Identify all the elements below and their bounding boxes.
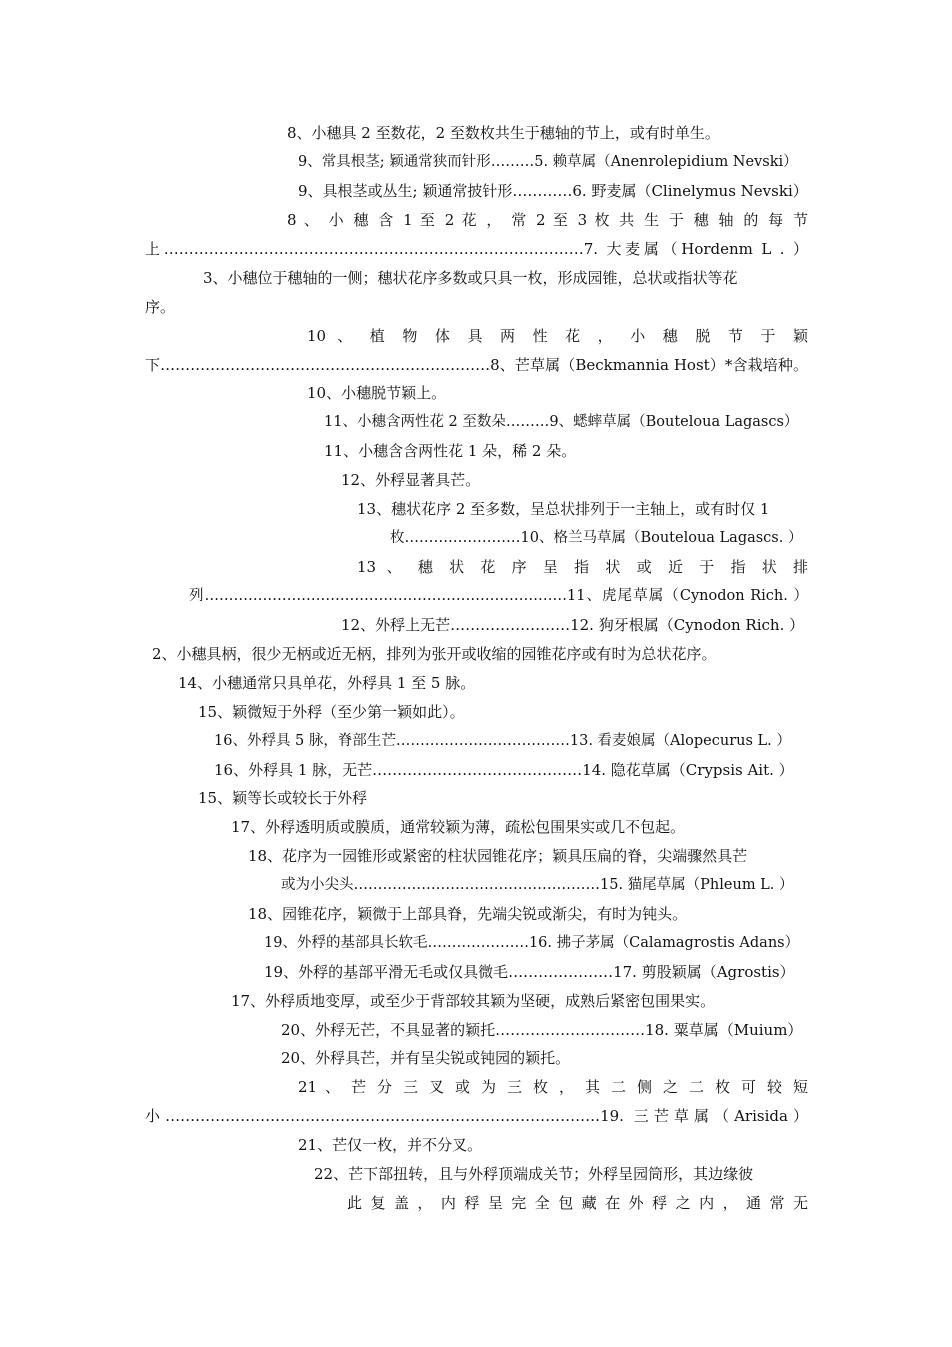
- key-line: 16、外稃具 1 脉，无芒……………………………………14. 隐花草属（Crypsis Ait. ）: [214, 761, 794, 779]
- key-line: 19、外稃的基部平滑无毛或仅具微毛…………………17. 剪股颖属（Agrostis）: [264, 963, 795, 981]
- key-line: 此 复 盖 ， 内 稃 呈 完 全 包 藏 在 外 稃 之 内 ， 通 常 无: [347, 1194, 808, 1212]
- key-line: 小……………………………………………………………………………19. 三芒草属（Arisida）: [145, 1107, 808, 1125]
- key-line: 18、园锥花序，颖微于上部具脊，先端尖锐或渐尖，有时为钝头。: [248, 905, 688, 923]
- key-line: 上…………………………………………………………………………7. 大麦属（Hordenm L . ）: [145, 240, 808, 258]
- key-line: 11、小穗含含两性花 1 朵，稀 2 朵。: [324, 442, 577, 460]
- key-line: 2、小穗具柄，很少无柄或近无柄，排列为张开或收缩的园锥花序或有时为总状花序。: [152, 645, 717, 663]
- key-line: 序。: [145, 298, 176, 316]
- key-line: 20、外稃无芒，不具显著的颖托…………………………18. 粟草属（Muium）: [281, 1021, 803, 1039]
- key-line: 13、穗状花序 2 至多数，呈总状排列于一主轴上，或有时仅 1: [357, 500, 770, 518]
- key-line: 12、外稃显著具芒。: [341, 471, 481, 489]
- key-line: 21、芒仅一枚，并不分叉。: [298, 1136, 483, 1154]
- key-line: 9、常具根茎; 颖通常狭而针形………5. 赖草属（Anenrolepidium Nevski）: [298, 154, 798, 170]
- key-line: 3、小穗位于穗轴的一侧；穗状花序多数或只具一枚，形成园锥，总状或指状等花: [203, 269, 738, 287]
- key-line: 8、小穗具 2 至数花，2 至数枚共生于穗轴的节上，或有时单生。: [287, 124, 720, 142]
- key-line: 17、外稃透明质或膜质，通常较颖为薄，疏松包围果实或几不包起。: [231, 818, 686, 836]
- key-line: 15、颖微短于外稃（至少第一颖如此）。: [198, 703, 465, 721]
- key-line: 22、芒下部扭转，且与外稃顶端成关节；外稃呈园筒形，其边缘彼: [314, 1165, 754, 1183]
- key-line: 19、外稃的基部具长软毛…………………16. 拂子茅属（Calamagrostis Adans）: [264, 935, 800, 951]
- key-line: 9、具根茎或丛生; 颖通常披针形…………6. 野麦属（Clinelymus Nevski）: [298, 182, 808, 200]
- key-line: 下…………………………………………………………8、芒草属（Beckmannia Host）*含栽培种。: [145, 356, 808, 374]
- key-line: 10 、 植 物 体 具 两 性 花 ， 小 穗 脱 节 于 颖: [307, 327, 808, 345]
- key-line: 16、外稃具 5 脉，脊部生芒………………………………13. 看麦娘属（Alopecurus L. ）: [214, 733, 791, 749]
- key-line: 或为小尖头……………………………………………15. 猫尾草属（Phleum L. ）: [281, 877, 794, 893]
- key-line: 15、颖等长或较长于外稃: [198, 789, 368, 807]
- key-line: 14、小穗通常只具单花，外稃具 1 至 5 脉。: [178, 674, 476, 692]
- key-line: 12、外稃上无芒……………………12. 狗牙根属（Cynodon Rich. ）: [341, 616, 805, 634]
- key-line: 21 、 芒 分 三 叉 或 为 三 枚 ， 其 二 侧 之 二 枚 可 较 短: [298, 1078, 808, 1096]
- key-line: 10、小穗脱节颖上。: [307, 384, 447, 402]
- key-line: 8 、 小 穗 含 1 至 2 花 ， 常 2 至 3 枚 共 生 于 穗 轴 的 每 节: [287, 211, 808, 229]
- key-line: 17、外稃质地变厚，或至少于背部较其颖为坚硬，成熟后紧密包围果实。: [231, 992, 716, 1010]
- key-line: 20、外稃具芒，并有呈尖锐或钝园的颖托。: [281, 1049, 571, 1067]
- key-line: 13 、 穗 状 花 序 呈 指 状 或 近 于 指 状 排: [357, 558, 808, 576]
- key-line: 列…………………………………………………………………11、虎尾草属（Cynodon Rich. ）: [189, 588, 808, 604]
- key-line: 18、花序为一园锥形或紧密的柱状园锥花序；颖具压扁的脊，尖端骤然具芒: [248, 847, 748, 865]
- key-line: 11、小穗含两性花 2 至数朵………9、蟋蟀草属（Bouteloua Lagascs）: [324, 414, 799, 430]
- key-line: 枚……………………10、格兰马草属（Bouteloua Lagascs. ）: [390, 530, 803, 546]
